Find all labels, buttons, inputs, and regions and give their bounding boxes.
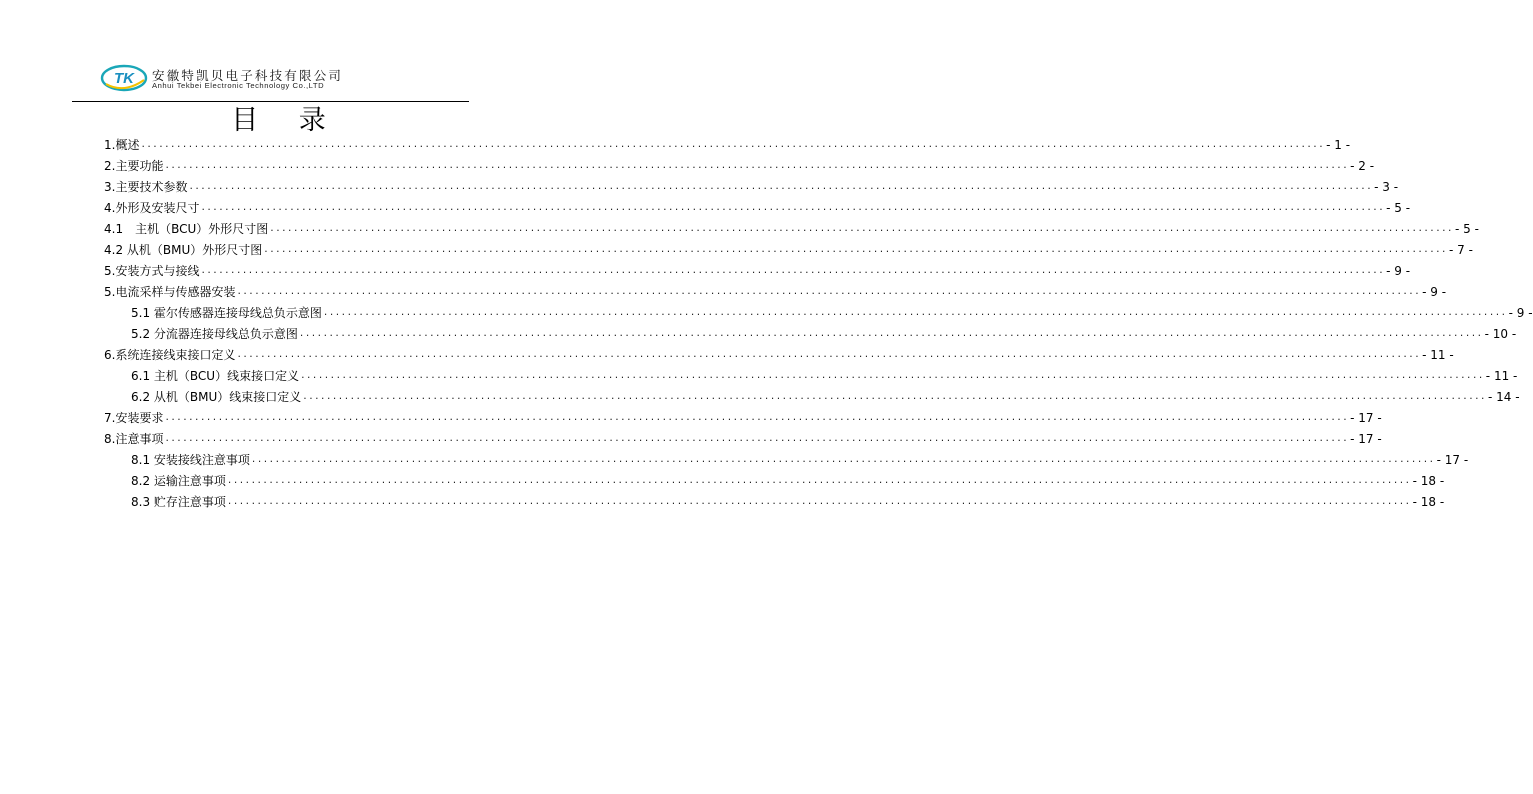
toc-entry-label: 6.2 从机（BMU）线束接口定义 <box>131 390 302 404</box>
toc-entry[interactable] <box>131 450 1469 470</box>
toc-entry[interactable] <box>131 366 1518 386</box>
page-title: 目 录 <box>231 105 342 136</box>
toc-leader-dots: ........................................................................................................................................................................................................ <box>200 266 1385 276</box>
toc-entry[interactable] <box>131 387 1520 407</box>
svg-text:TK: TK <box>114 70 134 87</box>
toc-entry-label: 8.3 贮存注意事项 <box>131 495 226 509</box>
toc-leader-dots: ........................................................................................................................................................................................................ <box>226 497 1411 507</box>
toc-entry-page: - 17 - <box>1350 432 1382 446</box>
toc-leader-dots: ........................................................................................................................................................................................................ <box>302 392 1486 402</box>
toc-entry-label: 5.2 分流器连接母线总负示意图 <box>131 327 298 341</box>
toc-entry[interactable] <box>104 345 1454 365</box>
toc-entry-page: - 18 - <box>1412 474 1445 488</box>
toc-entry[interactable] <box>131 471 1445 491</box>
toc-entry[interactable] <box>131 324 1517 344</box>
toc-entry-page: - 9 - <box>1422 285 1447 299</box>
toc-entry-page: - 5 - <box>1386 201 1411 215</box>
toc-entry-page: - 17 - <box>1436 453 1469 467</box>
toc-leader-dots: ........................................................................................................................................................................................................ <box>300 371 1484 381</box>
toc-leader-dots: ........................................................................................................................................................................................................ <box>236 350 1421 360</box>
toc-entry-page: - 1 - <box>1326 138 1351 152</box>
company-name-cn: 安徽特凯贝电子科技有限公司 <box>152 68 344 83</box>
toc-entry-page: - 2 - <box>1350 159 1375 173</box>
toc-leader-dots: ........................................................................................................................................................................................................ <box>298 329 1483 339</box>
toc-entry[interactable] <box>131 303 1533 323</box>
toc-entry[interactable] <box>104 135 1351 155</box>
toc-entry-page: - 3 - <box>1374 180 1399 194</box>
toc-entry-page: - 11 - <box>1422 348 1454 362</box>
toc-entry-page: - 14 - <box>1487 390 1520 404</box>
toc-leader-dots: ........................................................................................................................................................................................................ <box>269 224 1453 234</box>
toc-entry-page: - 11 - <box>1485 369 1518 383</box>
toc-entry[interactable] <box>104 240 1473 260</box>
toc-entry[interactable] <box>104 219 1479 239</box>
toc-entry[interactable] <box>104 429 1382 449</box>
toc-entry-page: - 18 - <box>1412 495 1445 509</box>
toc-entry[interactable] <box>131 492 1445 512</box>
toc-entry-page: - 7 - <box>1448 243 1473 257</box>
toc-entry-label: 1.概述 <box>104 138 140 152</box>
toc-entry-page: - 17 - <box>1350 411 1382 425</box>
toc-entry[interactable] <box>104 198 1411 218</box>
toc-leader-dots: ........................................................................................................................................................................................................ <box>164 161 1349 171</box>
toc-entry-label: 3.主要技术参数 <box>104 180 188 194</box>
toc-entry-label: 4.1 主机（BCU）外形尺寸图 <box>104 222 269 236</box>
toc-leader-dots: ........................................................................................................................................................................................................ <box>164 434 1349 444</box>
toc-entry[interactable] <box>104 282 1447 302</box>
toc-leader-dots: ........................................................................................................................................................................................................ <box>140 140 1325 150</box>
toc-entry-page: - 9 - <box>1508 306 1533 320</box>
toc-leader-dots: ........................................................................................................................................................................................................ <box>188 182 1373 192</box>
toc-entry[interactable] <box>104 156 1375 176</box>
toc-entry-label: 7.安装要求 <box>104 411 164 425</box>
toc-entry-label: 5.1 霍尔传感器连接母线总负示意图 <box>131 306 322 320</box>
toc-entry-label: 8.1 安装接线注意事项 <box>131 453 250 467</box>
toc-leader-dots: ........................................................................................................................................................................................................ <box>263 245 1447 255</box>
toc-leader-dots: ........................................................................................................................................................................................................ <box>200 203 1385 213</box>
toc-entry-label: 2.主要功能 <box>104 159 164 173</box>
toc-entry-label: 4.外形及安装尺寸 <box>104 201 200 215</box>
toc-entry-label: 6.1 主机（BCU）线束接口定义 <box>131 369 300 383</box>
toc-entry[interactable] <box>104 261 1411 281</box>
toc-entry-page: - 5 - <box>1454 222 1479 236</box>
toc-leader-dots: ........................................................................................................................................................................................................ <box>164 413 1349 423</box>
toc-entry-label: 6.系统连接线束接口定义 <box>104 348 236 362</box>
toc-entry-page: - 10 - <box>1484 327 1517 341</box>
toc-entry-page: - 9 - <box>1386 264 1411 278</box>
tk-logo-icon <box>100 64 148 92</box>
toc-leader-dots: ........................................................................................................................................................................................................ <box>226 476 1411 486</box>
toc-leader-dots: ........................................................................................................................................................................................................ <box>250 455 1435 465</box>
toc-entry[interactable] <box>104 177 1399 197</box>
toc-leader-dots: ........................................................................................................................................................................................................ <box>322 308 1507 318</box>
toc-leader-dots: ........................................................................................................................................................................................................ <box>236 287 1421 297</box>
document-header <box>100 64 470 100</box>
toc-entry-label: 5.安装方式与接线 <box>104 264 200 278</box>
toc-entry-label: 8.注意事项 <box>104 432 164 446</box>
toc-entry-label: 5.电流采样与传感器安装 <box>104 285 236 299</box>
toc-entry[interactable] <box>104 408 1382 428</box>
toc-entry-label: 8.2 运输注意事项 <box>131 474 226 488</box>
toc-entry-label: 4.2 从机（BMU）外形尺寸图 <box>104 243 263 257</box>
company-name-en: Anhui Tekbei Electronic Technology Co.,LTD <box>152 81 325 90</box>
